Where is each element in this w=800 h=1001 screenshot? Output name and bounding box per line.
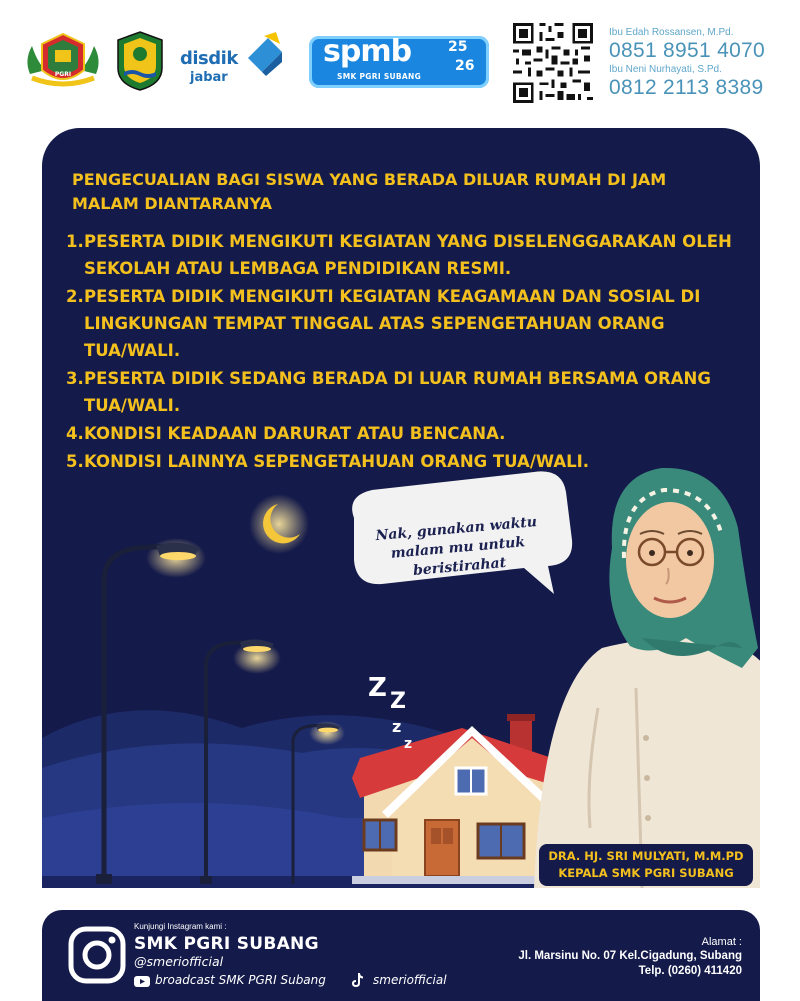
spmb-year-bottom: 26	[455, 58, 475, 74]
disdik-mark-icon	[244, 32, 286, 76]
contact-phone[interactable]: 0851 8951 4070	[609, 39, 766, 62]
item-text: KONDISI KEADAAN DARURAT ATAU BENCANA.	[84, 424, 506, 443]
exception-list	[66, 228, 736, 476]
item-text: PESERTA DIDIK SEDANG BERADA DI LUAR RUMAH BERSAMA ORANG TUA/WALI.	[84, 369, 711, 415]
speech-text: Nak, gunakan waktu malam mu untuk beristirahat	[374, 514, 538, 579]
spmb-word: spmb	[323, 34, 412, 69]
address-label: Alamat :	[701, 936, 742, 948]
svg-text:Z: Z	[368, 673, 387, 703]
tiktok-icon[interactable]	[352, 973, 364, 988]
list-item	[66, 365, 736, 419]
instagram-handle[interactable]: @smeriofficial	[134, 954, 224, 969]
tiktok-handle[interactable]: smeriofficial	[373, 973, 447, 987]
moon-icon	[249, 494, 309, 554]
list-item	[66, 283, 736, 364]
item-text: PESERTA DIDIK MENGIKUTI KEGIATAN KEAGAMAAN DAN SOSIAL DI LINGKUNGAN TEMPAT TINGGAL ATAS SEPENGETAHUAN ORANG TUA/WALI.	[84, 287, 701, 360]
youtube-channel[interactable]: broadcast SMK PGRI Subang	[155, 973, 326, 987]
contact-list	[609, 27, 789, 101]
svg-text:Z: Z	[390, 689, 406, 714]
spmb-year-top: 25	[448, 39, 468, 55]
disdik-logo	[180, 30, 288, 90]
svg-text:z: z	[404, 736, 413, 752]
item-number: 4.	[66, 424, 84, 443]
item-number: 1.	[66, 232, 84, 251]
qr-code-icon[interactable]	[510, 20, 596, 106]
principal-caption	[539, 844, 753, 886]
phone-text[interactable]: Telp. (0260) 411420	[638, 965, 742, 977]
svg-text:z: z	[392, 717, 402, 736]
disdik-word: disdik	[180, 48, 238, 69]
header	[0, 0, 800, 125]
contact-phone[interactable]: 0812 2113 8389	[609, 76, 764, 99]
item-number: 3.	[66, 369, 84, 388]
list-item	[66, 420, 736, 447]
main-card	[42, 128, 760, 888]
contact-name: Ibu Neni Nurhayati, S.Pd.	[609, 64, 722, 75]
youtube-icon[interactable]	[134, 976, 150, 987]
spmb-school: SMK PGRI SUBANG	[337, 72, 422, 81]
instagram-icon[interactable]	[68, 926, 126, 984]
item-number: 5.	[66, 452, 84, 471]
school-name[interactable]: SMK PGRI SUBANG	[134, 934, 319, 954]
jabar-logo	[114, 30, 166, 92]
item-number: 2.	[66, 287, 84, 306]
item-text: KONDISI LAINNYA SEPENGETAHUAN ORANG TUA/WALI.	[84, 452, 590, 471]
principal-role: KEPALA SMK PGRI SUBANG	[558, 866, 734, 880]
spmb-badge	[303, 32, 495, 90]
list-item	[66, 448, 736, 475]
page-title: PENGECUALIAN BAGI SISWA YANG BERADA DILUAR RUMAH DI JAM MALAM DIANTARANYA	[72, 170, 667, 213]
list-item	[66, 228, 736, 282]
address-text: Jl. Marsinu No. 07 Kel.Cigadung, Subang	[518, 950, 742, 962]
item-text: PESERTA DIDIK MENGIKUTI KEGIATAN YANG DISELENGGARAKAN OLEH SEKOLAH ATAU LEMBAGA PENDIDIKAN RESMI.	[84, 232, 732, 278]
principal-name: DRA. HJ. SRI MULYATI, M.M.PD	[548, 849, 744, 863]
pgri-logo	[24, 30, 102, 92]
contact-name: Ibu Edah Rossansen, M.Pd.	[609, 27, 734, 38]
footer	[42, 910, 760, 1001]
jabar-word: jabar	[190, 70, 228, 85]
instagram-prompt: Kunjungi Instagram kami :	[134, 922, 227, 931]
svg-text:PGRI: PGRI	[54, 71, 72, 78]
